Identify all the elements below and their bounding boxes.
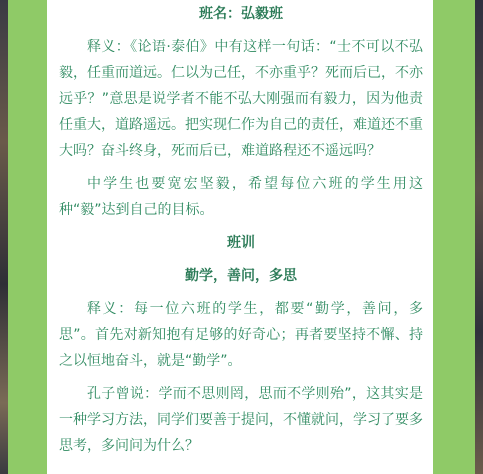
class-name-heading: 班名：弘毅班: [199, 6, 283, 22]
paragraph-motto-explanation: 释义：每一位六班的学生，都要“勤学，善问，多思”。首先对新知抱有足够的好奇心；再者要坚持不懈、持之以恒地奋斗，就是“勤学”。: [59, 301, 423, 369]
spacer: [59, 27, 423, 34]
right-background-edge: [475, 0, 483, 474]
spacer: [59, 374, 423, 381]
paragraph-explanation: 释义：《论语·泰伯》中有这样一句话：“士不可以不弘毅，任重而道远。仁以为己任，不亦重乎？死而后已，不亦远乎？”意思是说学者不能不弘大刚强而有毅力，因为他责任重大，道路遥远。把实现仁作为自己的责任，难道还不重大吗？奋斗终身，死而后已，难道路程还不遥远吗？: [59, 39, 423, 159]
spacer: [59, 164, 423, 171]
article-card: [47, 0, 433, 474]
spacer: [59, 223, 423, 230]
spacer: [59, 256, 423, 263]
motto-heading: 班训: [227, 235, 255, 251]
article-content: [47, 0, 433, 459]
paragraph-confucius: 孔子曾说：学而不思则罔，思而不学则殆”，这其实是一种学习方法，同学们要善于提问，不懂就问，学习了要多思考，多问问为什么？: [59, 386, 423, 454]
motto-text: 勤学，善问，多思: [185, 268, 297, 284]
paragraph-hope: 中学生也要宽宏坚毅，希望每位六班的学生用这种“毅”达到自己的目标。: [59, 176, 423, 218]
spacer: [59, 289, 423, 296]
left-background-edge: [0, 0, 8, 474]
